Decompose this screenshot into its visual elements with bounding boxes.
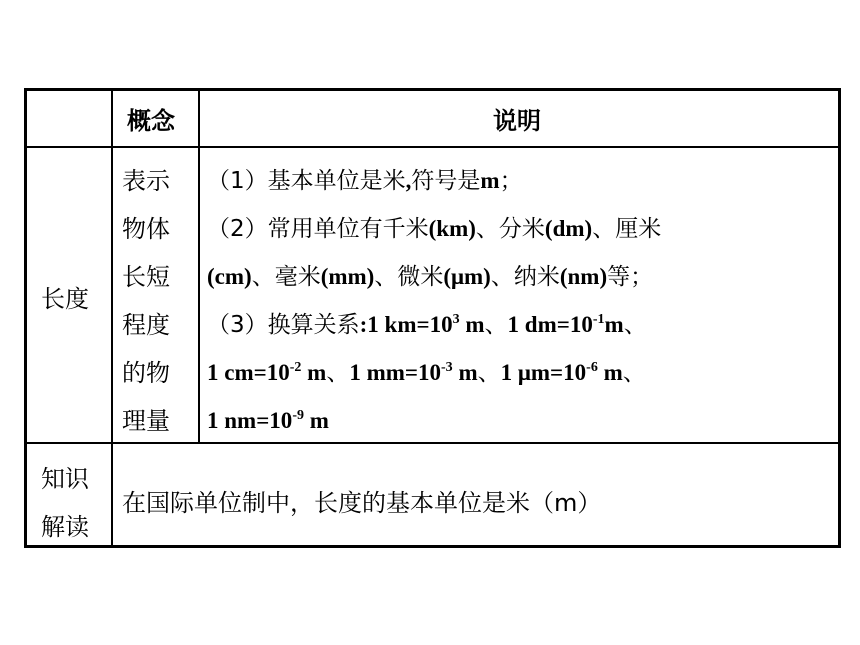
header-explanation: 说明	[493, 107, 541, 135]
knowledge-label: 解读	[41, 513, 89, 541]
explanation-line-6: 1 $nm=10^{-9}$ m	[207, 408, 329, 433]
explanation-line-2: （2）常用单位有千米(km)、分米(dm)、厘米	[207, 216, 662, 242]
explanation-line-5: 1 $cm=10^{-2}$ m、1 $mm=10^{-3}$ m、1 $\mu m=10^{-6}$ m、	[207, 360, 646, 386]
explanation-line-1: （1）基本单位是米,符号是m；	[207, 168, 523, 194]
term-length: 长度	[41, 285, 89, 313]
concept-line: 长短	[122, 263, 170, 291]
concept-line: 表示	[122, 167, 170, 195]
header-row-divider	[27, 146, 838, 148]
col1-divider	[111, 91, 113, 545]
concept-line: 理量	[122, 407, 170, 435]
length-row-divider	[27, 442, 838, 444]
concept-line: 物体	[122, 215, 170, 243]
knowledge-content: 在国际单位制中，长度的基本单位是米（m）	[122, 489, 602, 517]
header-concept: 概念	[127, 107, 175, 135]
knowledge-label: 知识	[41, 465, 89, 493]
concept-table	[24, 88, 841, 548]
concept-line: 程度	[122, 311, 170, 339]
concept-line: 的物	[122, 359, 170, 387]
col2-divider	[198, 91, 200, 444]
explanation-line-3: (cm)、毫米(mm)、微米(μm)、纳米(nm)等；	[207, 264, 654, 290]
explanation-line-4: （3）换算关系:1 $km=10^3$ m、1 $dm=10^{-1}m$、	[207, 312, 647, 338]
